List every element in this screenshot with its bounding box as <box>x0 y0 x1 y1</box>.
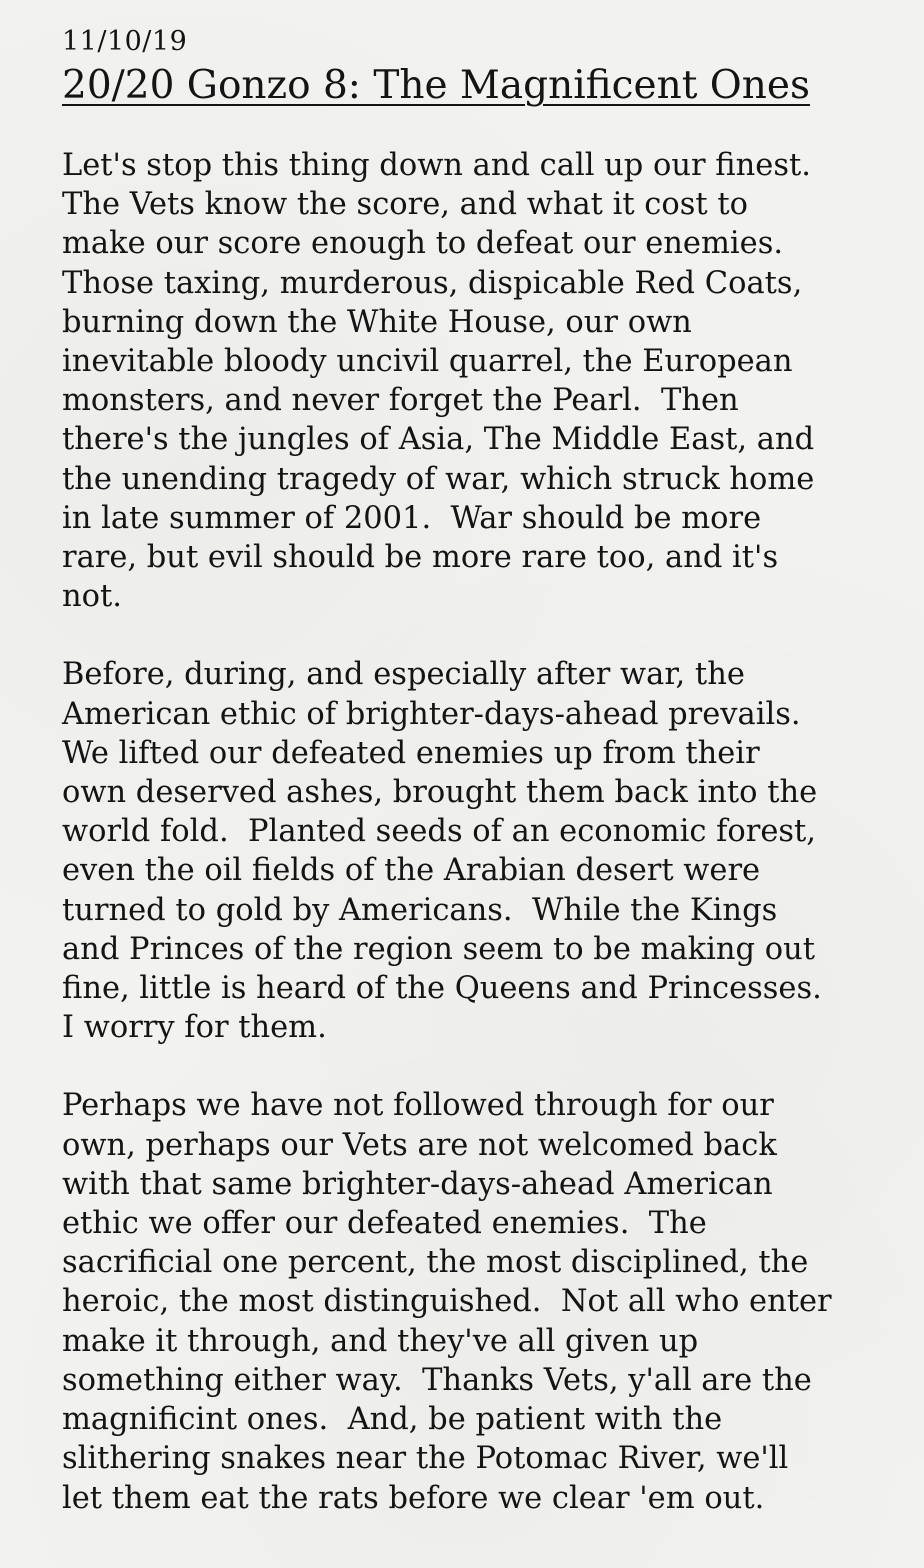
paragraph-line: inevitable bloody uncivil quarrel, the European <box>62 344 793 380</box>
paragraph-line: own deserved ashes, brought them back into the <box>62 775 818 811</box>
paragraph-line: heroic, the most distinguished. Not all who enter <box>62 1284 832 1320</box>
paragraph-line: The Vets know the score, and what it cost to <box>62 187 748 223</box>
paragraph-line: Those taxing, murderous, dispicable Red Coats, <box>62 265 803 301</box>
paragraph-line: in late summer of 2001. War should be more <box>62 500 762 536</box>
paragraph-line: the unending tragedy of war, which struck home <box>62 461 815 497</box>
paragraph-line: slithering snakes near the Potomac River, we'll <box>62 1441 789 1477</box>
paragraph <box>62 146 924 616</box>
paragraph-line: world fold. Planted seeds of an economic forest, <box>62 814 816 850</box>
paragraph-line: something either way. Thanks Vets, y'all are the <box>62 1362 812 1398</box>
paragraph-line: there's the jungles of Asia, The Middle East, and <box>62 422 815 458</box>
paragraph-line: make it through, and they've all given up <box>62 1323 699 1359</box>
paragraph-line: Before, during, and especially after war, the <box>62 657 745 693</box>
document-body <box>62 146 924 1518</box>
paragraph-line: let them eat the rats before we clear 'em out. <box>62 1480 765 1516</box>
paragraph-line: Let's stop this thing down and call up our finest. <box>62 148 811 183</box>
document-title: 20/20 Gonzo 8: The Magnificent Ones <box>62 63 810 108</box>
paragraph-line: make our score enough to defeat our enemies. <box>62 226 784 262</box>
paragraph-line: even the oil fields of the Arabian desert were <box>62 853 761 889</box>
paragraph-line: and Princes of the region seem to be making out <box>62 931 816 967</box>
document-date: 11/10/19 <box>62 26 188 57</box>
paragraph-line: We lifted our defeated enemies up from their <box>62 735 760 771</box>
paragraph-line: not. <box>62 579 122 615</box>
paragraph-line: fine, little is heard of the Queens and Princesses. <box>62 971 822 1007</box>
paragraph-line: own, perhaps our Vets are not welcomed back <box>62 1127 777 1163</box>
paragraph-line: ethic we offer our defeated enemies. The <box>62 1206 707 1242</box>
paragraph-line: with that same brighter-days-ahead American <box>62 1166 773 1202</box>
paragraph-line: American ethic of brighter-days-ahead prevails. <box>62 696 801 732</box>
paragraph-line: magnificint ones. And, be patient with the <box>62 1402 723 1438</box>
paragraph-line: rare, but evil should be more rare too, and it's <box>62 540 779 576</box>
paragraph-line: monsters, and never forget the Pearl. Then <box>62 383 739 419</box>
paragraph <box>62 1086 924 1517</box>
paragraph-line: I worry for them. <box>62 1010 327 1046</box>
paragraph-line: burning down the White House, our own <box>62 304 692 340</box>
paragraph <box>62 655 924 1047</box>
paragraph-line: Perhaps we have not followed through for our <box>62 1088 774 1124</box>
paragraph-line: sacrificial one percent, the most disciplined, the <box>62 1245 809 1281</box>
paragraph-line: turned to gold by Americans. While the Kings <box>62 892 778 928</box>
